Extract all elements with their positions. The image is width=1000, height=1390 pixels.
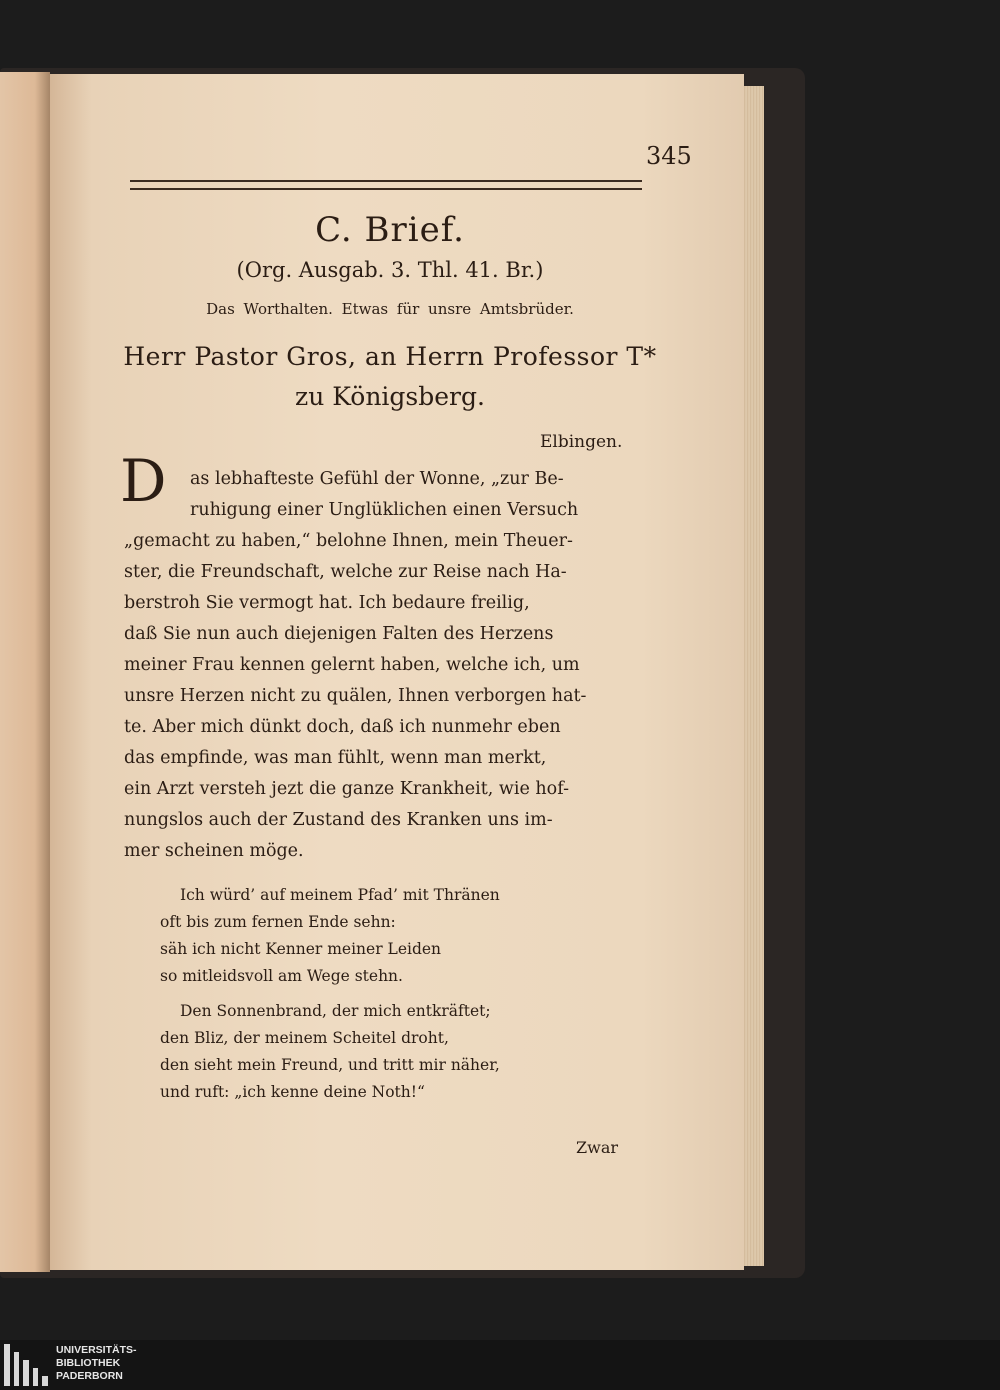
body-line: te. Aber mich dünkt doch, daß ich nunmehr eben — [124, 717, 561, 737]
body-line: ster, die Freundschaft, welche zur Reise nach Ha- — [124, 562, 567, 582]
left-page-edge — [0, 72, 50, 1272]
letter-heading-line2: zu Königsberg. — [295, 382, 485, 411]
poem-line: Den Sonnenbrand, der mich entkräftet; — [180, 1002, 491, 1020]
body-line: meiner Frau kennen gelernt haben, welche ich, um — [124, 655, 580, 675]
header-rule — [130, 180, 642, 190]
poem — [160, 882, 630, 1106]
letter-subtitle: Das Worthalten. Etwas für unsre Amtsbrüder. — [206, 300, 574, 318]
poem-line: säh ich nicht Kenner meiner Leiden — [160, 940, 442, 958]
library-name-line: BIBLIOTHEK — [56, 1357, 121, 1369]
body-line: as lebhafteste Gefühl der Wonne, „zur Be- — [190, 469, 564, 489]
poem-line: und ruft: „ich kenne deine Noth!“ — [160, 1083, 425, 1101]
poem-line: den sieht mein Freund, und tritt mir näher, — [160, 1056, 500, 1074]
body-line: ein Arzt versteh jezt die ganze Krankheit, wie hof- — [124, 779, 569, 799]
body-line: daß Sie nun auch diejenigen Falten des Herzens — [124, 624, 554, 644]
body-line: berstroh Sie vermogt hat. Ich bedaure freilig, — [124, 593, 530, 613]
body-line: mer scheinen möge. — [124, 841, 304, 861]
poem-stanza — [160, 998, 630, 1106]
library-name-line: PADERBORN — [56, 1370, 123, 1382]
poem-line: den Bliz, der meinem Scheitel droht, — [160, 1029, 449, 1047]
footer-bar — [0, 1340, 1000, 1390]
page-number: 345 — [646, 142, 692, 170]
library-name-line: UNIVERSITÄTS- — [56, 1344, 137, 1356]
place-line: Elbingen. — [540, 432, 623, 452]
library-logo-icon — [4, 1344, 48, 1386]
catchword: Zwar — [576, 1138, 618, 1157]
poem-line: oft bis zum fernen Ende sehn: — [160, 913, 396, 931]
poem-stanza — [160, 882, 630, 990]
letter-heading-line1: Herr Pastor Gros, an Herrn Professor T* — [123, 342, 657, 371]
book-page — [50, 74, 744, 1270]
poem-line: Ich würd’ auf meinem Pfad’ mit Thränen — [180, 886, 500, 904]
body-text — [124, 464, 654, 867]
body-line: ruhigung einer Unglüklichen einen Versuch — [190, 500, 579, 520]
body-line: unsre Herzen nicht zu quälen, Ihnen verborgen hat- — [124, 686, 587, 706]
poem-line: so mitleidsvoll am Wege stehn. — [160, 967, 403, 985]
body-line: „gemacht zu haben,“ belohne Ihnen, mein Theuer- — [124, 531, 573, 551]
edition-reference: (Org. Ausgab. 3. Thl. 41. Br.) — [236, 258, 544, 282]
library-name — [56, 1344, 137, 1383]
letter-title: C. Brief. — [315, 210, 465, 250]
body-line: nungslos auch der Zustand des Kranken uns im- — [124, 810, 553, 830]
drop-capital: D — [120, 447, 167, 515]
body-line: das empfinde, was man fühlt, wenn man merkt, — [124, 748, 547, 768]
